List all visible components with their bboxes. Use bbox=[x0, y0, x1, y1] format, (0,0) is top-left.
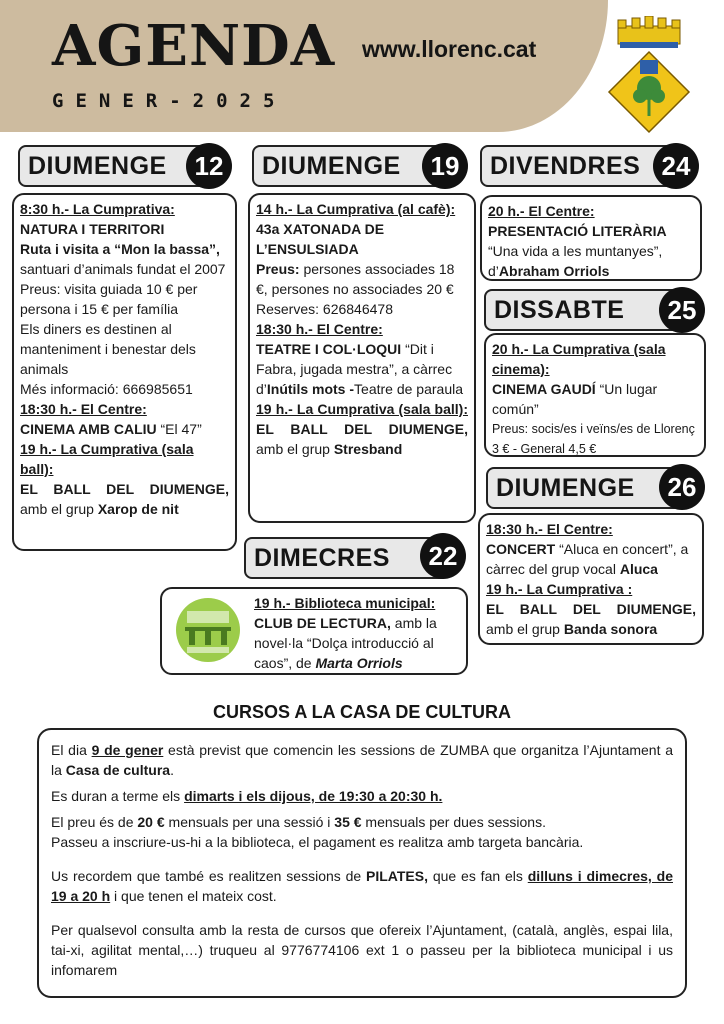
event-by: d’ bbox=[488, 263, 499, 279]
day-label: DIUMENGE bbox=[28, 152, 167, 180]
cursos-paragraph-5 bbox=[51, 866, 673, 906]
day-label: DIUMENGE bbox=[262, 152, 401, 180]
event-reservation: Reserves: 626846478 bbox=[256, 301, 393, 317]
event-band: Stresband bbox=[333, 441, 403, 457]
event-book: “Una vida a les muntanyes”, bbox=[488, 243, 663, 259]
event-band: Banda sonora bbox=[563, 621, 658, 637]
text: i que tenen el mateix cost. bbox=[110, 888, 277, 904]
text: està previst que comencin les sessions de ZUMBA que organitza l’Ajuntament a la bbox=[51, 742, 673, 778]
event-title: EL BALL DEL DIUMENGE, bbox=[20, 481, 229, 497]
event-band-line bbox=[486, 619, 696, 639]
event-with: amb el grup bbox=[486, 621, 564, 637]
cursos-paragraph-3 bbox=[51, 812, 673, 832]
event-title: CINEMA AMB CALIU bbox=[20, 421, 157, 437]
event-author: Abraham Orriols bbox=[498, 263, 610, 279]
event-price-line bbox=[256, 259, 468, 299]
event-film: “El 47” bbox=[156, 421, 202, 437]
event-box-12 bbox=[12, 193, 237, 551]
cursos-pilates: PILATES, bbox=[366, 868, 428, 884]
text: El dia bbox=[51, 742, 92, 758]
day-number-26: 26 bbox=[659, 464, 705, 510]
event-info: Més informació: 666985651 bbox=[20, 381, 193, 397]
day-number-25: 25 bbox=[659, 287, 705, 333]
text: . bbox=[170, 762, 174, 778]
day-number-22: 22 bbox=[420, 533, 466, 579]
event-desc: “Aluca en concert”, a càrrec del grup vocal bbox=[486, 541, 689, 577]
event-time: 18:30 h.- El Centre: bbox=[20, 401, 147, 417]
event-title: EL BALL DEL DIUMENGE, bbox=[256, 421, 468, 437]
event-title: NATURA I TERRITORI bbox=[20, 221, 165, 237]
text: Us recordem que també es realitzen sessions de bbox=[51, 868, 367, 884]
event-time: 20 h.- El Centre: bbox=[488, 203, 595, 219]
event-band: Xarop de nit bbox=[97, 501, 179, 517]
day-header-25 bbox=[484, 289, 684, 331]
cursos-paragraph-2 bbox=[51, 786, 673, 806]
day-label: DIUMENGE bbox=[496, 474, 635, 502]
cursos-paragraph-4: Passeu a inscriure-us-hi a la biblioteca, el pagament es realitza amb targeta bancària. bbox=[51, 834, 584, 850]
day-number-19: 19 bbox=[422, 143, 468, 189]
event-title: 43a XATONADA DE L’ENSULSIADA bbox=[256, 221, 385, 257]
event-time: 20 h.- La Cumprativa (sala cinema): bbox=[492, 341, 666, 377]
text: que es fan els bbox=[428, 868, 528, 884]
event-author-line bbox=[488, 261, 694, 281]
cursos-price-1: 20 € bbox=[137, 814, 165, 830]
event-subtitle: Ruta i visita a “Mon la bassa”, bbox=[20, 241, 220, 257]
event-time: 19 h.- La Cumprativa (sala ball): bbox=[20, 441, 194, 477]
event-with: amb el grup bbox=[20, 501, 98, 517]
event-time: 19 h.- La Cumprativa : bbox=[486, 581, 633, 597]
event-title-line bbox=[492, 379, 698, 419]
cursos-date: 9 de gener bbox=[91, 742, 164, 758]
event-band-line bbox=[20, 499, 229, 519]
event-box-19 bbox=[248, 193, 476, 523]
event-title: CONCERT bbox=[486, 541, 556, 557]
cursos-title: CURSOS A LA CASA DE CULTURA bbox=[213, 702, 511, 722]
event-time: 18:30 h.- El Centre: bbox=[256, 321, 383, 337]
cursos-pilates-days: dilluns i dimecres, de 19 a 20 h bbox=[51, 868, 673, 904]
cursos-place: Casa de cultura bbox=[65, 762, 171, 778]
event-title: CINEMA GAUDÍ bbox=[492, 381, 596, 397]
page-title: AGENDA bbox=[52, 13, 336, 79]
event-price: Preus: socis/es i veïns/es de Llorenç 3 € - General 4,5 € bbox=[492, 422, 695, 456]
event-desc: amb la novel·la “Dolça introducció al caos”, de bbox=[254, 615, 437, 671]
event-time: 19 h.- Biblioteca municipal: bbox=[254, 595, 436, 611]
day-number-12: 12 bbox=[186, 143, 232, 189]
event-author: Marta Orriols bbox=[315, 655, 403, 671]
event-company-2: Teatre de paraula bbox=[354, 381, 463, 397]
event-company: Inútils mots - bbox=[266, 381, 355, 397]
day-label: DIMECRES bbox=[254, 544, 390, 572]
event-film: “Un lugar común” bbox=[492, 381, 658, 417]
event-time: 8:30 h.- La Cumprativa: bbox=[20, 201, 175, 217]
day-label: DISSABTE bbox=[494, 296, 625, 324]
cursos-days: dimarts i els dijous, de 19:30 a 20:30 h. bbox=[184, 788, 443, 804]
event-band-line bbox=[256, 439, 468, 459]
event-price-label: Preus: bbox=[256, 261, 300, 277]
text: Es duran a terme els bbox=[51, 788, 185, 804]
event-box-26 bbox=[478, 513, 704, 645]
event-with: amb el grup bbox=[256, 441, 334, 457]
event-title: PRESENTACIÓ LITERÀRIA bbox=[488, 223, 667, 239]
text: El preu és de bbox=[51, 814, 138, 830]
event-title-line bbox=[20, 419, 229, 439]
day-number-24: 24 bbox=[653, 143, 699, 189]
event-desc-line bbox=[486, 539, 696, 579]
event-title: EL BALL DEL DIUMENGE, bbox=[486, 601, 696, 617]
cursos-paragraph-6: Per qualsevol consulta amb la resta de cursos que ofereix l’Ajuntament, (català, anglès, espai lila, tai-xi, agilitat mental,…) truqueu al 9776774106 ext 1 o passeu per la biblioteca municipal i us infomarem bbox=[51, 922, 673, 978]
event-desc: santuari d’animals fundat el 2007 bbox=[20, 261, 226, 277]
library-logo-icon bbox=[175, 597, 241, 663]
event-desc-line bbox=[254, 613, 460, 673]
event-time: 14 h.- La Cumprativa (al cafè): bbox=[256, 201, 456, 217]
text: mensuals per una sessió i bbox=[164, 814, 335, 830]
coat-of-arms-icon bbox=[606, 16, 692, 136]
event-price: persones associades 18 €, persones no associades 20 € bbox=[256, 261, 455, 297]
event-title: CLUB DE LECTURA, bbox=[254, 615, 391, 631]
cursos-price-2: 35 € bbox=[334, 814, 362, 830]
cursos-box bbox=[37, 728, 687, 998]
event-title: TEATRE I COL·LOQUI bbox=[256, 341, 402, 357]
website-link[interactable]: www.llorenc.cat bbox=[362, 36, 537, 62]
event-box-24 bbox=[480, 195, 702, 281]
event-desc: “Dit i Fabra, jugada mestra”, a càrrec d’ bbox=[256, 341, 453, 397]
event-time: 19 h.- La Cumprativa (sala ball): bbox=[256, 401, 468, 417]
event-group: Aluca bbox=[619, 561, 658, 577]
event-time: 18:30 h.- El Centre: bbox=[486, 521, 613, 537]
event-box-25 bbox=[484, 333, 706, 457]
event-funds: Els diners es destinen al manteniment i benestar dels animals bbox=[20, 321, 196, 377]
day-header-26 bbox=[486, 467, 686, 509]
text: mensuals per dues sessions. bbox=[361, 814, 546, 830]
event-desc-line bbox=[256, 339, 468, 399]
event-price: Preus: visita guiada 10 € per persona i 15 € per família bbox=[20, 281, 198, 317]
cursos-paragraph-1 bbox=[51, 740, 673, 780]
page-subtitle: GENER-2025 bbox=[52, 90, 287, 112]
day-label: DIVENDRES bbox=[490, 152, 641, 180]
